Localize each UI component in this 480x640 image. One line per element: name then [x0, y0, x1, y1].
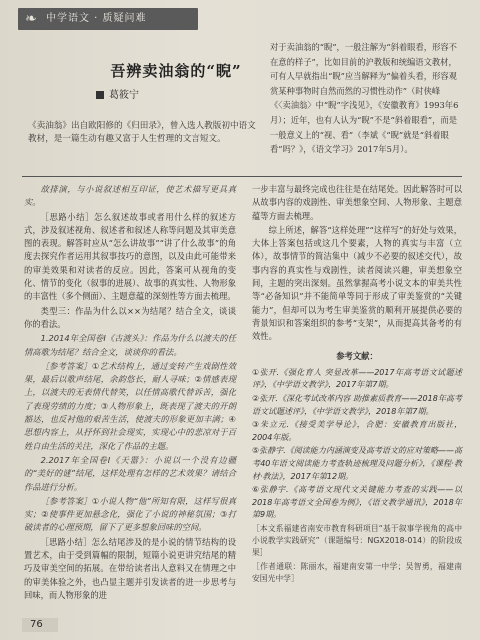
- article-author: [96, 86, 139, 101]
- author-marker-icon: [96, 91, 104, 99]
- paragraph: 1.2014年全国卷Ⅰ《古渡头》：作品为什么以渡夫的任情高歌为结尾？结合全文，谈谈你的看法。: [24, 333, 236, 357]
- page-number: 76: [22, 618, 58, 632]
- paragraph: ［思路小结］怎么叙述故事或者用什么样的叙述方式，涉及叙述视角、叙述者和叙述人称等问题及其审美意图的表现。解答时应从“怎么讲故事”“讲了什么故事”的角度去探究作者运用其叙事技巧的意图，以及由此可能带来的审美效果和对读者的反应。因此，答案可从视角的变化、情节的变化（叙事的进展）、故事的真实性、人物形象的丰富性（多个侧面）、主题意蕴的深刻性等方面去梳理。: [24, 211, 236, 302]
- paragraph: ③朱立元.《接受美学导论》，合肥：安徽教育出版社，2004年版。: [252, 420, 462, 442]
- paragraph: ［作者通联：陈丽水，福建南安第一中学；吴智勇，福建南安国光中学］: [252, 561, 462, 583]
- paragraph: ⑥张静宇.《高考语文现代文关键能力考查的实践——以2018年高考语文全国卷为例》，《语文教学通讯》，2018年第9期。: [252, 485, 462, 520]
- top-right-paragraph: 对于卖油翁的“睨”，一般注解为“斜着眼看，形容不在意的样子”，比如目前的沪教版和统编语文教材，可有人早就指出“睨”应当解释为“偏着头看，形容观赏某种事物时自然而然的习惯性动作”（时侠峰《〈卖油翁〉中“睨”字浅见》，《安徽教育》1993年6月）；近年，也有人认为“睨”不是“斜着眼看”，而是一般意义上的“视、看”（李斌《“睨”就是“斜着眼看”吗？》，《语文学习》2017年5月）。: [270, 42, 459, 155]
- paragraph: ①张开.《强化育人 突显改革——2017年高考语文试题述评》，《中学语文教学》，2017年第7期。: [252, 367, 462, 390]
- section-label: 中学语文 · 质疑问难: [46, 13, 147, 24]
- paragraph: 综上所述，解答“这样处理”“这样写”的好处与效果，大体上答案包括或这几个要素，人物的真实与丰富（立体），故事情节的简洁集中（减少不必要的叙述交代），故事内容的真实性与戏剧性，读者阅读兴趣，审美想象空间，主题的突出深刻。虽然掌握高考小说文本的审美共性等“必备知识”并不能简单等同于形成了审美鉴赏的“关键能力”，但却可以为考生审美鉴赏的顺利开展提供必要的背景知识和答案组织的参考“支架”，从而提高其备考的有效性。: [252, 224, 462, 342]
- paragraph: ［参考答案］①艺术结构上，通过变转产生戏剧性效果，最后以歌声结尾，余韵悠长，耐人寻味；②情感表现上，以渡夫的无表情代替笑，以任情高歌代替诉苦，强化了表现劳绩的力度；③人物形象上，既表现了渡夫的开朗豁达，也反衬他的艰苦生活，使渡夫的形象更加丰满；④思想内容上，从抒怀到社会现实，实现心中的悲凉对于百姓自由生活的关注，深化了作品的主题。: [24, 360, 236, 451]
- paragraph: 一步丰富与最终完成也往往是在结尾处。因此解答时可以从故事内容的戏剧性、审美想象空间、人物形象、主题意蕴等方面去梳理。: [252, 184, 462, 221]
- author-name: 葛筱宁: [109, 90, 139, 101]
- article-abstract: 《卖油翁》出自欧阳修的《归田录》，曾入选人教版初中语文教材，是一篇生动有趣又富于人生哲理的文言短文。: [28, 121, 256, 144]
- paragraph: 故排演，与小说叙述相互印证，使艺术描写更具真实。: [24, 184, 236, 208]
- paragraph: 参考文献：: [336, 350, 378, 361]
- section-divider: [22, 176, 462, 177]
- paragraph: ⑤张静宇.《阅读能力内涵演变及高考语文的应对策略——高考40年语文阅读能力考查轨迹梳理及问题分析》，《课程·教材·教法》，2017年第12期。: [252, 446, 462, 481]
- paragraph: ［思路小结］怎么结尾涉及的是小说的情节结构的设置艺术，由于受到篇幅的限制，短篇小说更讲究结尾的精巧及审美空间的拓展。在带给读者出人意料又在情理之中的审美体验之外，也凸显主题并引发读者的进一步思考与回味，而人物形象的进: [24, 536, 236, 600]
- paragraph: 类型三：作品为什么以××为结尾？结合全文，谈谈你的看法。: [24, 305, 236, 329]
- right-column: [252, 183, 462, 586]
- article-title: 吾辨卖油翁的“睨”: [110, 62, 242, 80]
- section-header-bar: [18, 8, 198, 30]
- paragraph: ［本文系福建省南安市教育科研项目“基于叙事学视角的高中小说教学实践研究”（课题编号：NGX2018-014）的阶段成果］: [252, 523, 462, 558]
- paragraph: ②张开.《深化考试改革内容 助推素质教育——2018年高考语文试题述评》，《中学语文教学》，2018年第7期。: [252, 394, 462, 416]
- left-column: [24, 183, 236, 603]
- paragraph: ［参考答案］①小说人物“他”所知有限，这样写很真实；②使事件更加悬念化，强化了小说的神秘氛围；③打破读者的心理预期，留下了更多想象回味的空间。: [24, 495, 236, 533]
- book-icon: ❧: [25, 11, 37, 27]
- paragraph: 2.2017年全国卷Ⅰ《天嚣》：小说以一个没有边疆的“美好的谜”结尾，这样处理有怎样的艺术效果？请结合作品进行分析。: [24, 454, 236, 492]
